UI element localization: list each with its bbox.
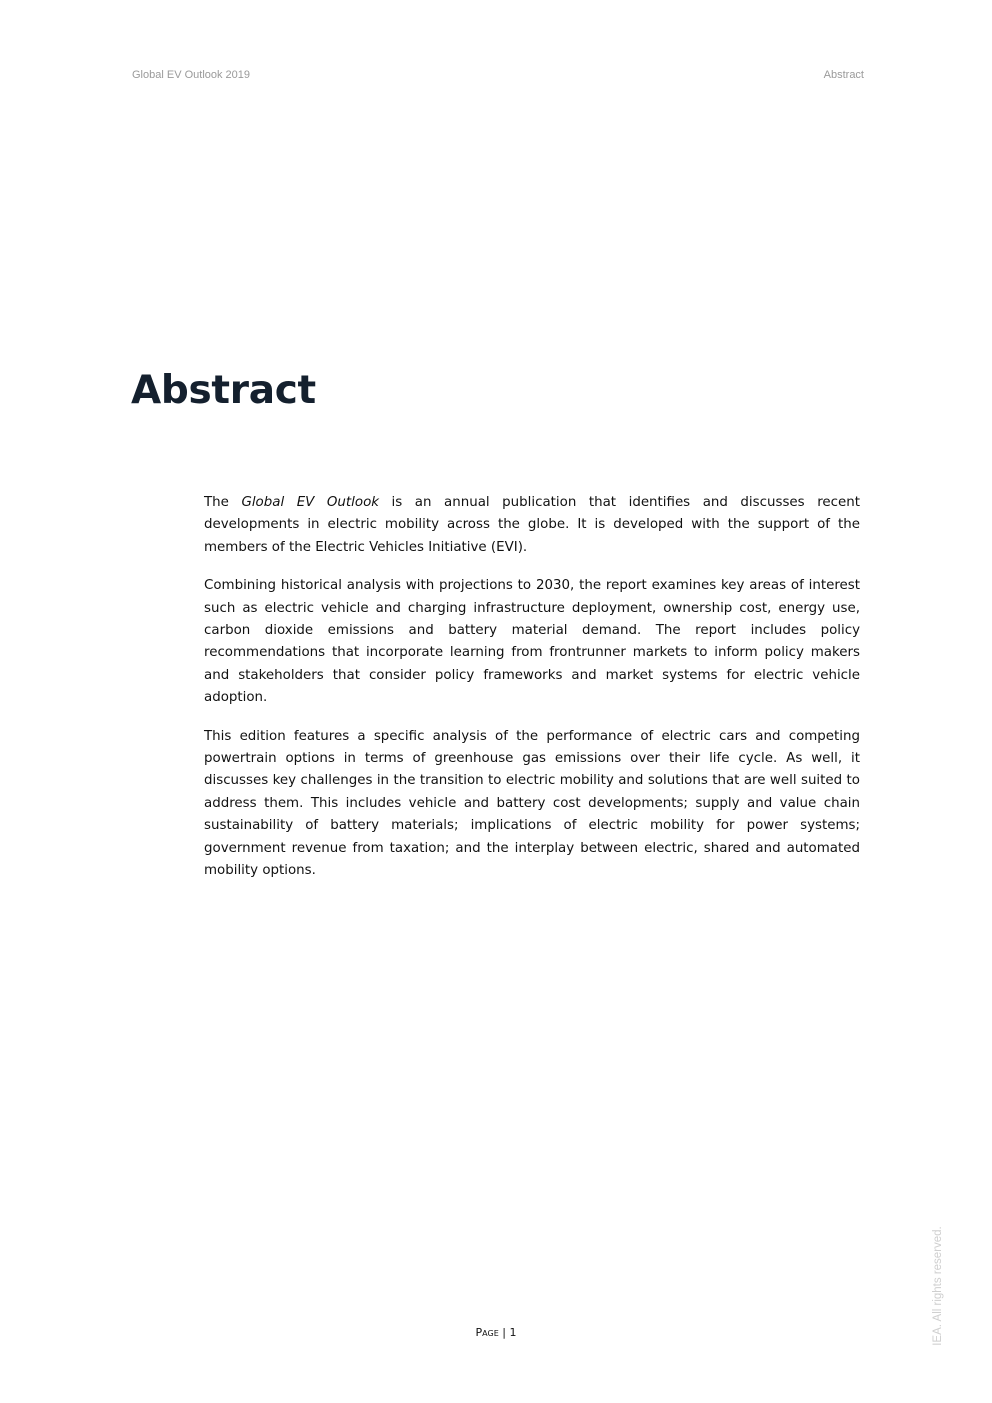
page-label: Page bbox=[475, 1326, 499, 1339]
abstract-paragraph-1 bbox=[204, 492, 860, 559]
paragraph-1-lead: The bbox=[204, 495, 242, 510]
abstract-paragraph-2: Combining historical analysis with projections to 2030, the report examines key areas of interest such as electric vehicle and charging infrastructure deployment, ownership cost, energy use, carbon dioxide emissions and battery material demand. The report includes policy recommendations that incorporate learning from frontrunner markets to inform policy makers and stakeholders that consider policy frameworks and market systems for electric vehicle adoption. bbox=[204, 578, 860, 706]
page-number: 1 bbox=[509, 1326, 517, 1339]
page-separator: | bbox=[498, 1326, 510, 1339]
publication-title-italic: Global EV Outlook bbox=[241, 495, 380, 510]
rights-notice: IEA. All rights reserved. bbox=[932, 1226, 944, 1346]
abstract-body bbox=[204, 492, 860, 899]
abstract-paragraph-3: This edition features a specific analysis of the performance of electric cars and competing powertrain options in terms of greenhouse gas emissions over their life cycle. As well, it discusses key challenges in the transition to electric mobility and solutions that are well suited to address them. This includes vehicle and battery cost developments; supply and value chain sustainability of battery materials; implications of electric mobility for power systems; government revenue from taxation; and the interplay between electric, shared and automated mobility options. bbox=[204, 728, 860, 879]
paragraph-1-rest: is an annual publication that identifies and discusses recent developments in electric mobility across the globe. It is developed with the support of the members of the Electric Vehicles Initiative (EVI). bbox=[204, 495, 860, 555]
header-document-title: Global EV Outlook 2019 bbox=[132, 69, 251, 81]
page-title: Abstract bbox=[131, 368, 316, 413]
page-footer bbox=[0, 1326, 992, 1339]
header-section-name: Abstract bbox=[823, 69, 864, 81]
